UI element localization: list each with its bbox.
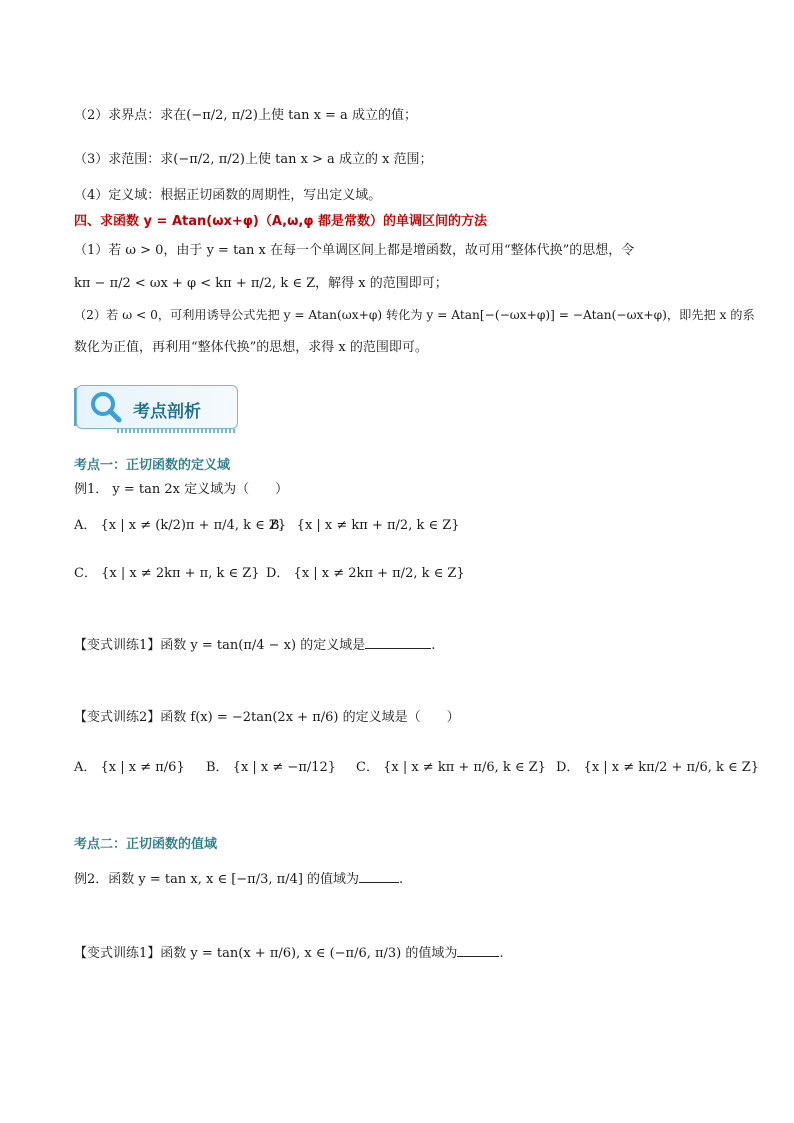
banner-stripe: [117, 429, 237, 433]
example-1-option-b: B． {x | x ≠ kπ + π/2, k ∈ Z}: [270, 518, 460, 533]
banner-title: 考点剖析: [133, 402, 201, 422]
kaodian-2-variant-1-text: 【变式训练1】函数 y = tan(x + π/6), x ∈ (−π/6, π/3) 的值域为: [74, 946, 458, 961]
variant-2-option-c: C． {x | x ≠ kπ + π/6, k ∈ Z}: [356, 760, 546, 775]
step-2-text: （2）求界点：求在(−π/2, π/2)上使 tan x = a 成立的值；: [74, 108, 417, 123]
method-1-line-b: kπ − π/2 < ωx + φ < kπ + π/2, k ∈ Z，解得 x 的范围即可；: [74, 276, 448, 291]
variant-1-question: 【变式训练1】函数 y = tan(π/4 − x) 的定义域是 .: [74, 638, 436, 653]
variant-1-text: 【变式训练1】函数 y = tan(π/4 − x) 的定义域是: [74, 638, 366, 653]
section-4-heading: 四、求函数 y = Atan(ωx+φ)（A,ω,φ 都是常数）的单调区间的方法: [74, 214, 488, 229]
kaodian-2-variant-1: 【变式训练1】函数 y = tan(x + π/6), x ∈ (−π/6, π/3) 的值域为 .: [74, 946, 504, 961]
example-2-question: 例2．函数 y = tan x, x ∈ [−π/3, π/4] 的值域为 .: [74, 872, 404, 887]
variant-2-option-d: D． {x | x ≠ kπ/2 + π/6, k ∈ Z}: [556, 760, 760, 775]
step-4-text: （4）定义域：根据正切函数的周期性，写出定义域。: [74, 188, 382, 203]
answer-blank: [365, 647, 431, 649]
kaodian-1-heading: 考点一：正切函数的定义域: [74, 458, 231, 473]
magnifier-icon: [89, 390, 123, 424]
variant-2-option-b: B． {x | x ≠ −π/12}: [206, 760, 337, 775]
kaodian-2-heading: 考点二：正切函数的值域: [74, 837, 218, 852]
method-1-line-a: （1）若 ω > 0，由于 y = tan x 在每一个单调区间上都是增函数，故可用“整体代换”的思想，令: [74, 243, 635, 258]
method-2-line-b: 数化为正值，再利用“整体代换”的思想，求得 x 的范围即可。: [74, 340, 428, 355]
method-2-line-a: （2）若 ω < 0，可利用诱导公式先把 y = Atan(ωx+φ) 转化为 y = Atan[−(−ωx+φ)] = −Atan(−ωx+φ)，即先把 x 的系: [74, 308, 755, 322]
example-2-text: 例2．函数 y = tan x, x ∈ [−π/3, π/4] 的值域为: [74, 872, 360, 887]
example-1-option-d: D． {x | x ≠ 2kπ + π/2, k ∈ Z}: [266, 566, 465, 581]
example-1-option-c: C． {x | x ≠ 2kπ + π, k ∈ Z}: [74, 566, 260, 581]
step-3-text: （3）求范围：求(−π/2, π/2)上使 tan x > a 成立的 x 范围；: [74, 152, 433, 167]
variant-2-question: 【变式训练2】函数 f(x) = −2tan(2x + π/6) 的定义域是（ ）: [74, 710, 460, 725]
answer-blank: [359, 881, 399, 883]
answer-blank: [457, 955, 499, 957]
example-1-option-a: A． {x | x ≠ (k/2)π + π/4, k ∈ Z}: [74, 518, 287, 533]
kaodian-banner: [76, 385, 238, 429]
variant-2-option-a: A． {x | x ≠ π/6}: [74, 760, 185, 775]
example-1-question: 例1． y = tan 2x 定义域为（ ）: [74, 482, 289, 497]
